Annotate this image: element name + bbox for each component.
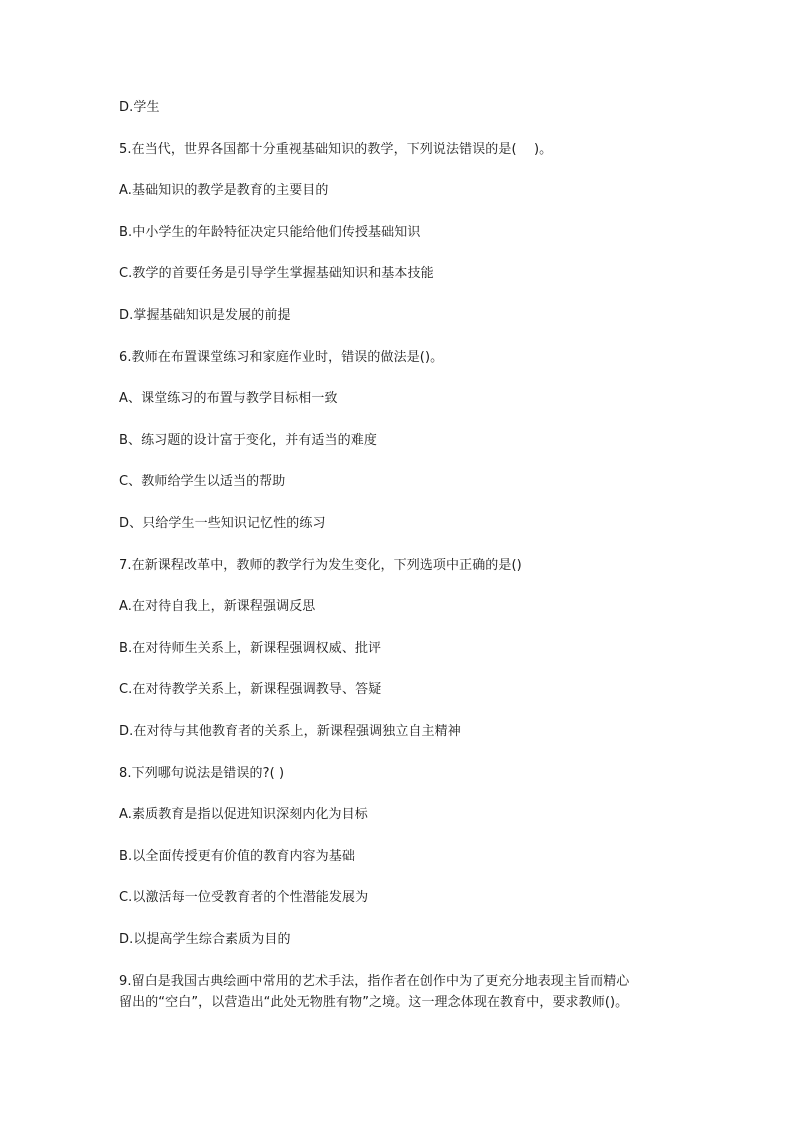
option-a-q6: A、课堂练习的布置与教学目标相一致 bbox=[119, 391, 338, 406]
option-c-q6: C、教师给学生以适当的帮助 bbox=[119, 474, 286, 489]
option-b-q6: B、练习题的设计富于变化，并有适当的难度 bbox=[119, 433, 377, 448]
question-5: 5.在当代，世界各国都十分重视基础知识的教学，下列说法错误的是( )。 bbox=[119, 142, 553, 157]
option-b-q8: B.以全面传授更有价值的教育内容为基础 bbox=[119, 849, 355, 864]
question-7: 7.在新课程改革中，教师的教学行为发生变化，下列选项中正确的是() bbox=[119, 558, 522, 573]
option-c-q8: C.以激活每一位受教育者的个性潜能发展为 bbox=[119, 890, 369, 905]
option-b-q5: B.中小学生的年龄特征决定只能给他们传授基础知识 bbox=[119, 225, 421, 240]
option-d-q4: D.学生 bbox=[119, 100, 160, 115]
question-9-line-1: 9.留白是我国古典绘画中常用的艺术手法，指作者在创作中为了更充分地表现主旨而精心 bbox=[119, 974, 630, 989]
option-d-q7: D.在对待与其他教育者的关系上，新课程强调独立自主精神 bbox=[119, 724, 461, 739]
option-c-q5: C.教学的首要任务是引导学生掌握基础知识和基本技能 bbox=[119, 266, 434, 281]
option-d-q8: D.以提高学生综合素质为目的 bbox=[119, 932, 291, 947]
option-d-q5: D.掌握基础知识是发展的前提 bbox=[119, 308, 291, 323]
option-a-q7: A.在对待自我上，新课程强调反思 bbox=[119, 599, 316, 614]
question-6: 6.教师在布置课堂练习和家庭作业时，错误的做法是()。 bbox=[119, 350, 444, 365]
option-b-q7: B.在对待师生关系上，新课程强调权威、批评 bbox=[119, 641, 382, 656]
option-c-q7: C.在对待教学关系上，新课程强调教导、答疑 bbox=[119, 682, 382, 697]
option-a-q5: A.基础知识的教学是教育的主要目的 bbox=[119, 183, 329, 198]
question-9-line-2: 留出的“空白”，以营造出“此处无物胜有物”之境。这一理念体现在教育中，要求教师()。 bbox=[119, 995, 629, 1010]
question-8: 8.下列哪句说法是错误的?( ) bbox=[119, 766, 285, 781]
option-d-q6: D、只给学生一些知识记忆性的练习 bbox=[119, 516, 326, 531]
option-a-q8: A.素质教育是指以促进知识深刻内化为目标 bbox=[119, 807, 368, 822]
